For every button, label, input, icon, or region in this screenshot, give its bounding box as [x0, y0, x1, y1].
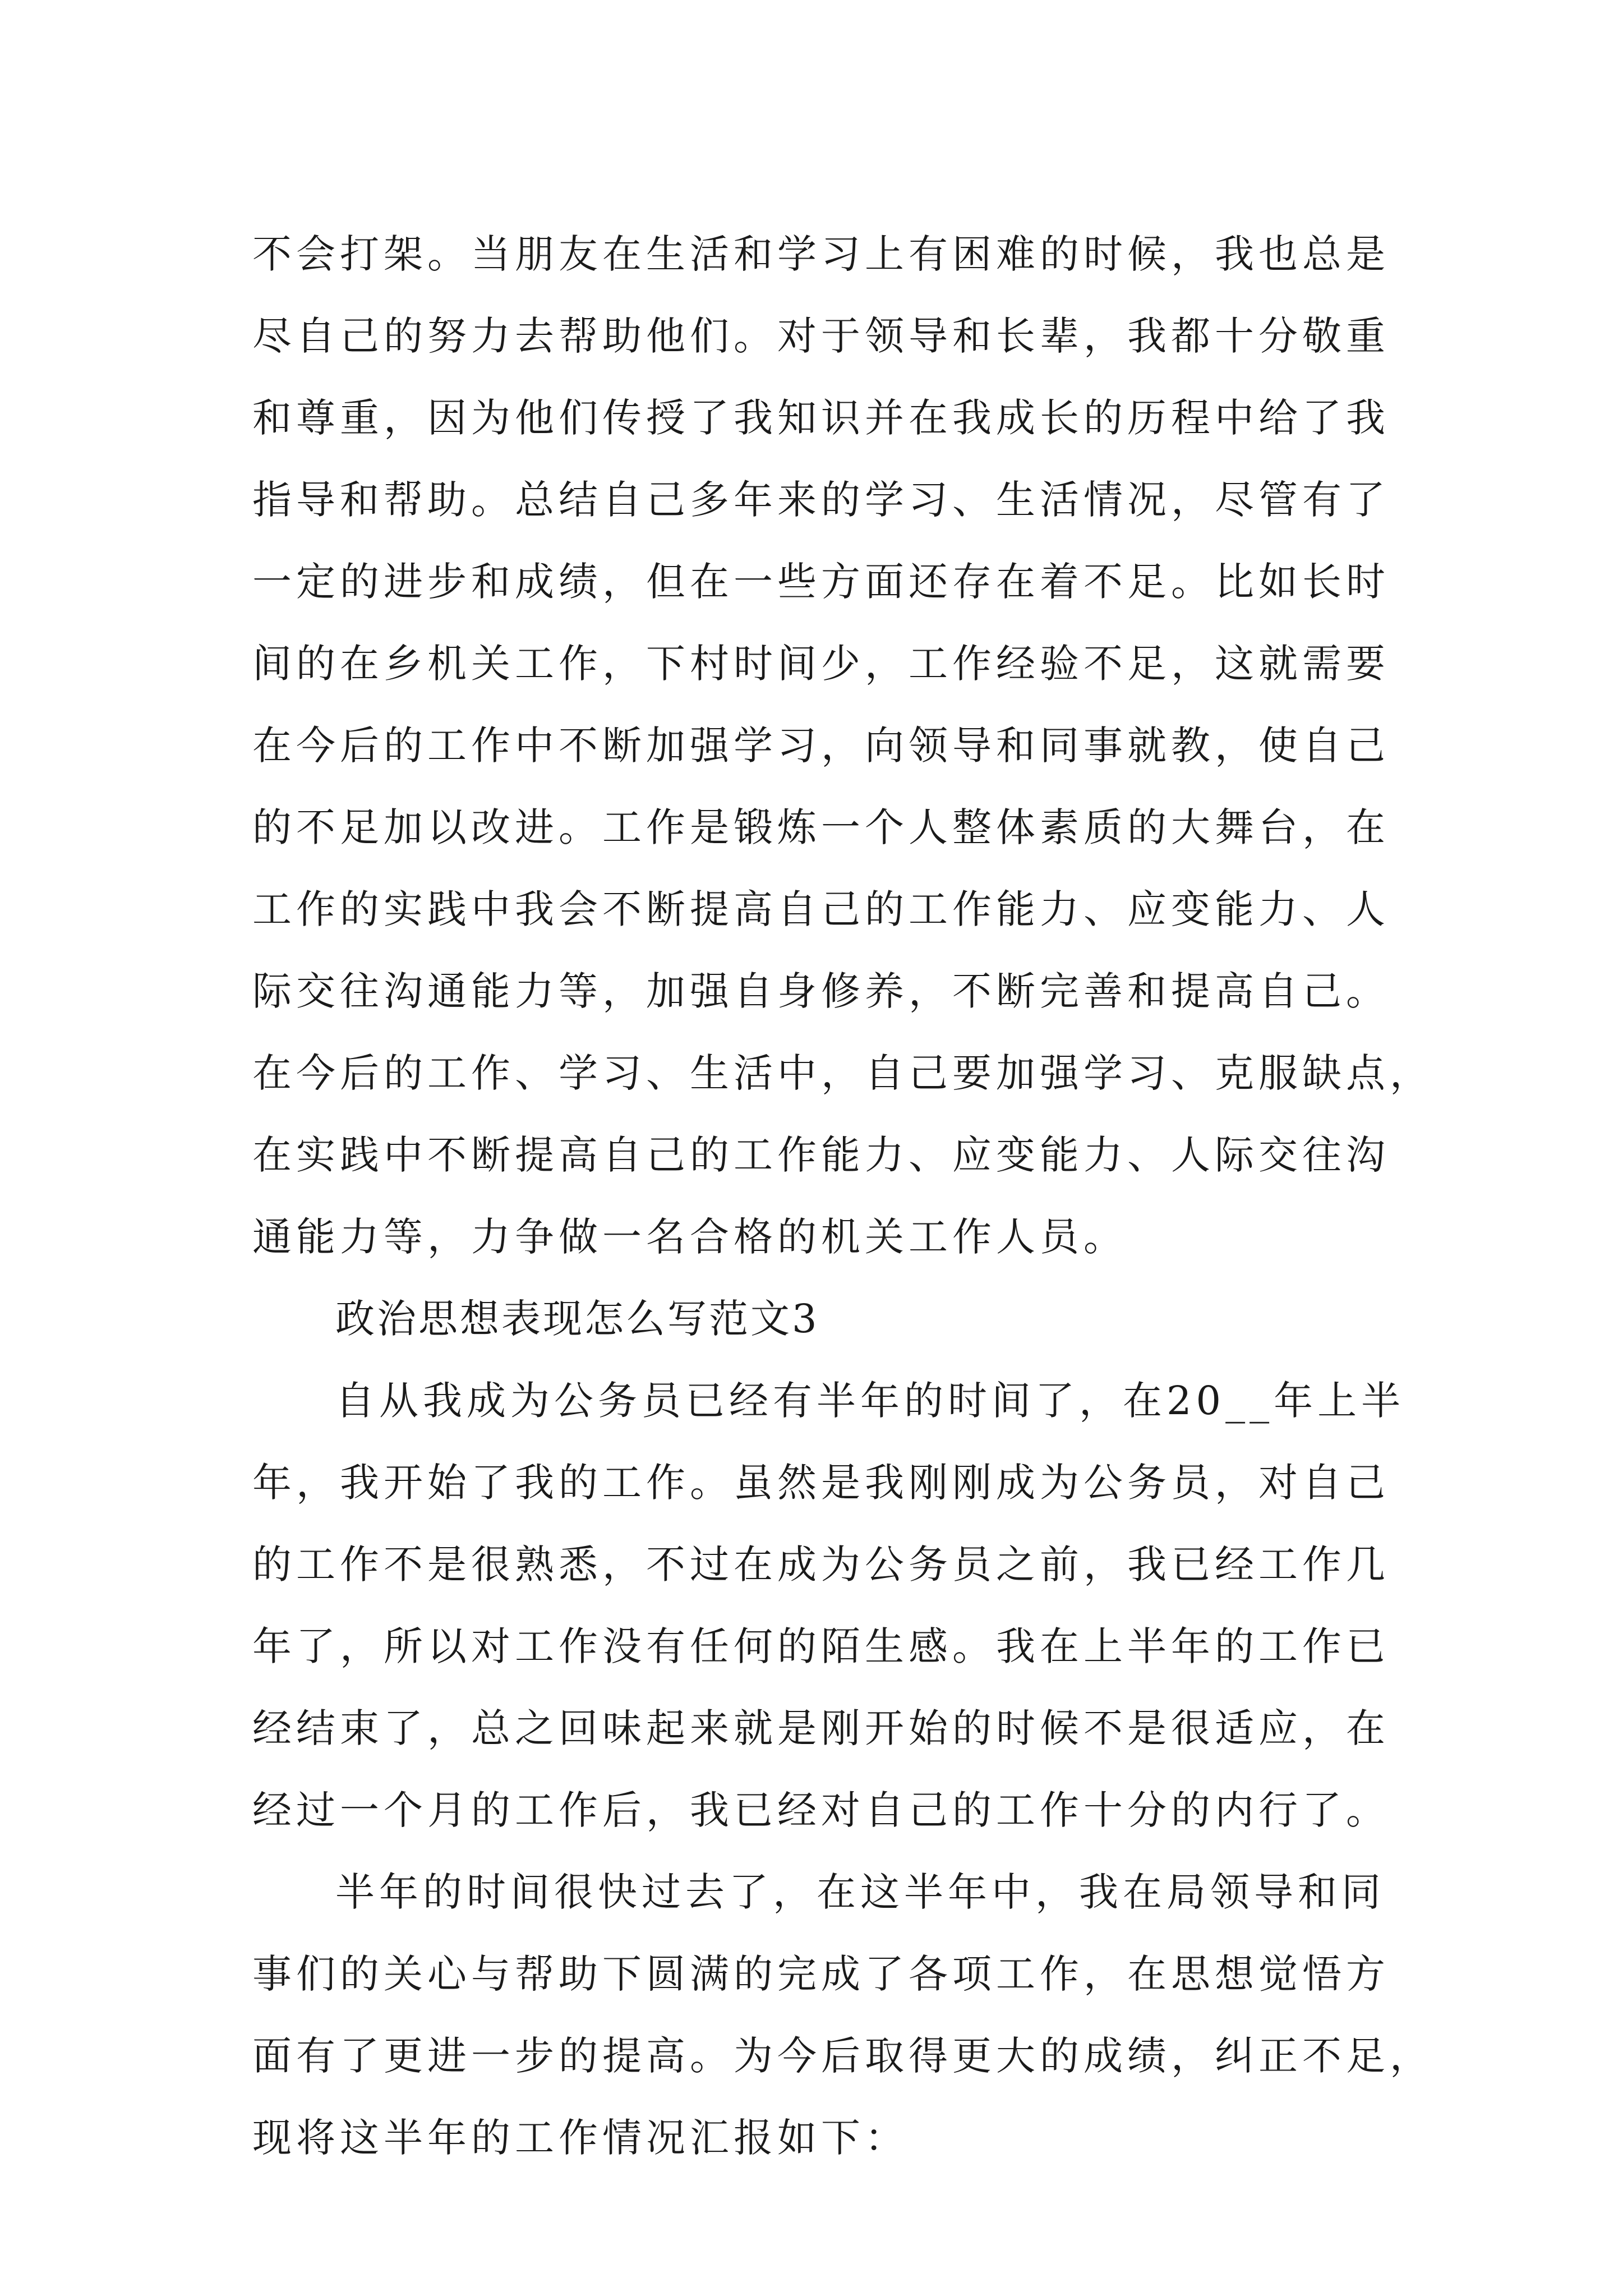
body-line: 一定的进步和成绩，但在一些方面还存在着不足。比如长时 [252, 559, 1390, 605]
body-line: 现将这半年的工作情况汇报如下： [252, 2115, 909, 2161]
body-line: 年了，所以对工作没有任何的陌生感。我在上半年的工作已 [252, 1623, 1390, 1669]
body-line: 指导和帮助。总结自己多年来的学习、生活情况，尽管有了 [252, 477, 1390, 523]
body-line: 面有了更进一步的提高。为今后取得更大的成绩，纠正不足， [252, 2033, 1433, 2079]
paragraph-first-line: 半年的时间很快过去了，在这半年中，我在局领导和同 [335, 1869, 1385, 1915]
body-line: 事们的关心与帮助下圆满的完成了各项工作，在思想觉悟方 [252, 1951, 1390, 1997]
body-line: 在实践中不断提高自己的工作能力、应变能力、人际交往沟 [252, 1132, 1390, 1178]
body-line: 不会打架。当朋友在生活和学习上有困难的时候，我也总是 [252, 231, 1390, 277]
body-line: 经结束了，总之回味起来就是刚开始的时候不是很适应，在 [252, 1705, 1390, 1751]
body-line: 际交往沟通能力等，加强自身修养，不断完善和提高自己。 [252, 968, 1390, 1014]
document-body [252, 213, 1433, 2179]
body-line: 的不足加以改进。工作是锻炼一个人整体素质的大舞台，在 [252, 804, 1390, 850]
body-line: 工作的实践中我会不断提高自己的工作能力、应变能力、人 [252, 886, 1390, 932]
body-line: 间的在乡机关工作，下村时间少，工作经验不足，这就需要 [252, 641, 1390, 687]
body-line: 的工作不是很熟悉，不过在成为公务员之前，我已经工作几 [252, 1542, 1390, 1588]
body-line: 通能力等，力争做一名合格的机关工作人员。 [252, 1214, 1127, 1260]
body-line: 在今后的工作、学习、生活中，自己要加强学习、克服缺点， [252, 1050, 1433, 1096]
body-line: 经过一个月的工作后，我已经对自己的工作十分的内行了。 [252, 1787, 1390, 1833]
body-line: 年，我开始了我的工作。虽然是我刚刚成为公务员，对自己 [252, 1460, 1390, 1506]
paragraph-first-line: 自从我成为公务员已经有半年的时间了，在20__年上半 [335, 1378, 1405, 1424]
body-line: 和尊重，因为他们传授了我知识并在我成长的历程中给了我 [252, 395, 1390, 441]
body-line: 在今后的工作中不断加强学习，向领导和同事就教，使自己 [252, 723, 1390, 769]
body-line: 尽自己的努力去帮助他们。对于领导和长辈，我都十分敬重 [252, 313, 1390, 359]
section-heading: 政治思想表现怎么写范文3 [335, 1296, 819, 1342]
